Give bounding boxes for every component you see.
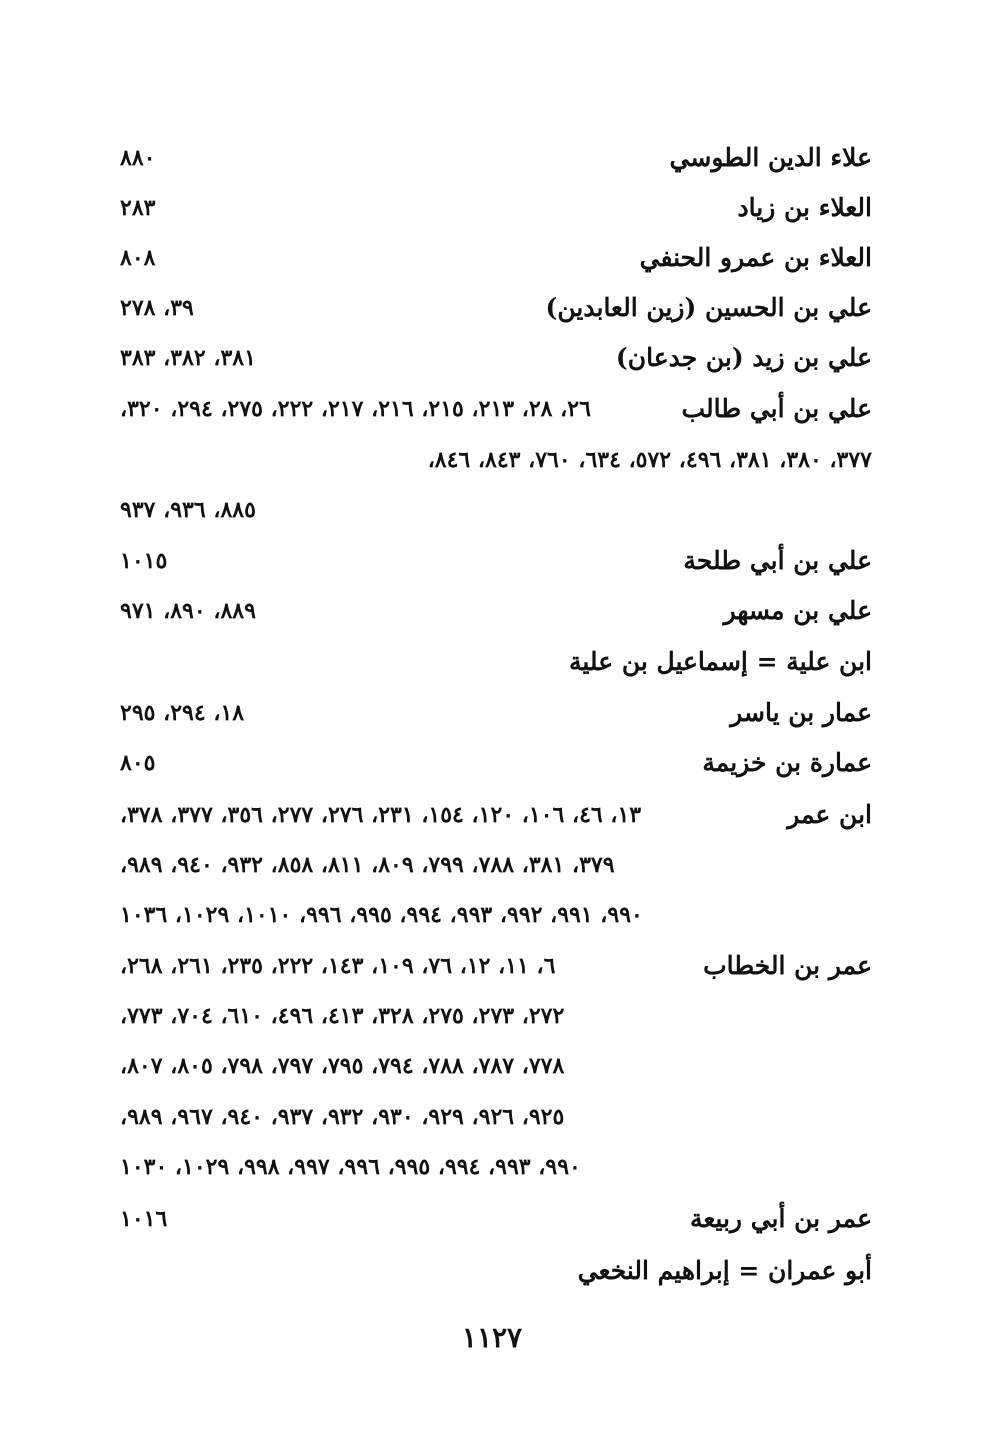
index-entry bbox=[120, 1194, 872, 1244]
entry-name: عمر بن أبي ربيعة bbox=[689, 1204, 872, 1233]
entry-name: ابن علية = إسماعيل بن علية bbox=[568, 647, 872, 676]
entry-pages: ٢٧٢، ٢٧٣، ٢٧٥، ٣٢٨، ٤١٣، ٤٩٦، ٦١٠، ٧٠٤، ٧٧٣، bbox=[120, 1003, 565, 1029]
index-entry bbox=[120, 941, 872, 991]
entry-pages: ١٠١٥ bbox=[120, 548, 168, 574]
entry-pages: ٩٩٠، ٩٩١، ٩٩٢، ٩٩٣، ٩٩٤، ٩٩٥، ٩٩٦، ١٠١٠، ١٠٢٩، ١٠٣٦ bbox=[120, 902, 643, 928]
index-entry bbox=[120, 586, 872, 636]
entry-pages: ٩٢٥، ٩٢٦، ٩٢٩، ٩٣٠، ٩٣٢، ٩٣٧، ٩٤٠، ٩٦٧، ٩٨٩، bbox=[120, 1104, 565, 1130]
index-entry bbox=[120, 1246, 872, 1296]
entry-pages: ٧٧٨، ٧٨٧، ٧٨٨، ٧٩٤، ٧٩٥، ٧٩٧، ٧٩٨، ٨٠٥، ٨٠٧، bbox=[120, 1053, 565, 1079]
index-entry bbox=[120, 283, 872, 333]
entry-pages: ٨٨٥، ٩٣٦، ٩٣٧ bbox=[120, 497, 256, 523]
entry-pages: ٨٠٨ bbox=[120, 245, 156, 271]
index-entry bbox=[120, 333, 872, 383]
entry-pages: ١٠١٦ bbox=[120, 1206, 168, 1232]
entry-pages: ٢٨٣ bbox=[120, 195, 156, 221]
entry-name: عمار بن ياسر bbox=[730, 698, 872, 727]
page-number: ١١٢٧ bbox=[461, 1321, 523, 1354]
entry-pages: ٩٩٠، ٩٩٣، ٩٩٤، ٩٩٥، ٩٩٦، ٩٩٧، ٩٩٨، ١٠٢٩، ١٠٣٠ bbox=[120, 1154, 581, 1180]
entry-pages: ٨٨٩، ٨٩٠، ٩٧١ bbox=[120, 598, 256, 624]
index-entry bbox=[120, 637, 872, 687]
index-entry-continuation bbox=[120, 1142, 872, 1192]
entry-pages: ٣٧٧، ٣٨٠، ٣٨١، ٤٩٦، ٥٧٢، ٦٣٤، ٧٦٠، ٨٤٣، ٨٤٦، bbox=[427, 447, 872, 473]
entry-pages: ٣٨١، ٣٨٢، ٣٨٣ bbox=[120, 345, 256, 371]
index-entry-continuation bbox=[120, 485, 872, 535]
entry-pages: ١٨، ٢٩٤، ٢٩٥ bbox=[120, 700, 245, 726]
entry-name: علي بن الحسين (زين العابدين) bbox=[545, 293, 872, 322]
index-entry bbox=[120, 688, 872, 738]
entry-name: عمارة بن خزيمة bbox=[702, 748, 872, 777]
entry-pages: ٨٨٠ bbox=[120, 145, 156, 171]
index-entry-continuation bbox=[120, 1092, 872, 1142]
index-entry-continuation bbox=[120, 435, 872, 485]
entry-name: علي بن مسهر bbox=[723, 596, 872, 625]
entry-name: علي بن أبي طلحة bbox=[683, 546, 872, 575]
entry-pages: ٢٦، ٢٨، ٢١٣، ٢١٥، ٢١٦، ٢١٧، ٢٢٢، ٢٧٥، ٢٩٤، ٣٢٠، bbox=[120, 396, 591, 422]
entry-name: العلاء بن زياد bbox=[737, 193, 872, 222]
entry-name: علي بن زيد (بن جدعان) bbox=[615, 343, 872, 372]
entry-name: العلاء بن عمرو الحنفي bbox=[639, 243, 872, 272]
index-entry-continuation bbox=[120, 1041, 872, 1091]
index-entry bbox=[120, 738, 872, 788]
index-entry bbox=[120, 133, 872, 183]
index-entry-continuation bbox=[120, 840, 872, 890]
entry-pages: ١٣، ٤٦، ١٠٦، ١٢٠، ١٥٤، ٢٣١، ٢٧٦، ٢٧٧، ٣٥٦، ٣٧٧، ٣٧٨، bbox=[120, 802, 642, 828]
index-entry-continuation bbox=[120, 991, 872, 1041]
entry-name: علاء الدين الطوسي bbox=[669, 143, 872, 172]
index-entry bbox=[120, 790, 872, 840]
index-entry-continuation bbox=[120, 890, 872, 940]
entry-name: ابن عمر bbox=[787, 800, 872, 829]
index-entry bbox=[120, 384, 872, 434]
index-entry bbox=[120, 536, 872, 586]
entry-pages: ٣٩، ٢٧٨ bbox=[120, 295, 194, 321]
entry-name: عمر بن الخطاب bbox=[703, 951, 872, 980]
index-entry bbox=[120, 233, 872, 283]
entry-name: أبو عمران = إبراهيم النخعي bbox=[577, 1256, 872, 1285]
entry-pages: ٨٠٥ bbox=[120, 750, 156, 776]
entry-name: علي بن أبي طالب bbox=[681, 394, 872, 423]
entry-pages: ٣٧٩، ٣٨١، ٧٨٨، ٧٩٩، ٨٠٩، ٨١١، ٨٥٨، ٩٣٢، ٩٤٠، ٩٨٩، bbox=[120, 852, 615, 878]
index-entry bbox=[120, 183, 872, 233]
entry-pages: ٦، ١١، ١٢، ٧٦، ١٠٩، ١٤٣، ٢٢٢، ٢٣٥، ٢٦١، ٢٦٨، bbox=[120, 953, 556, 979]
